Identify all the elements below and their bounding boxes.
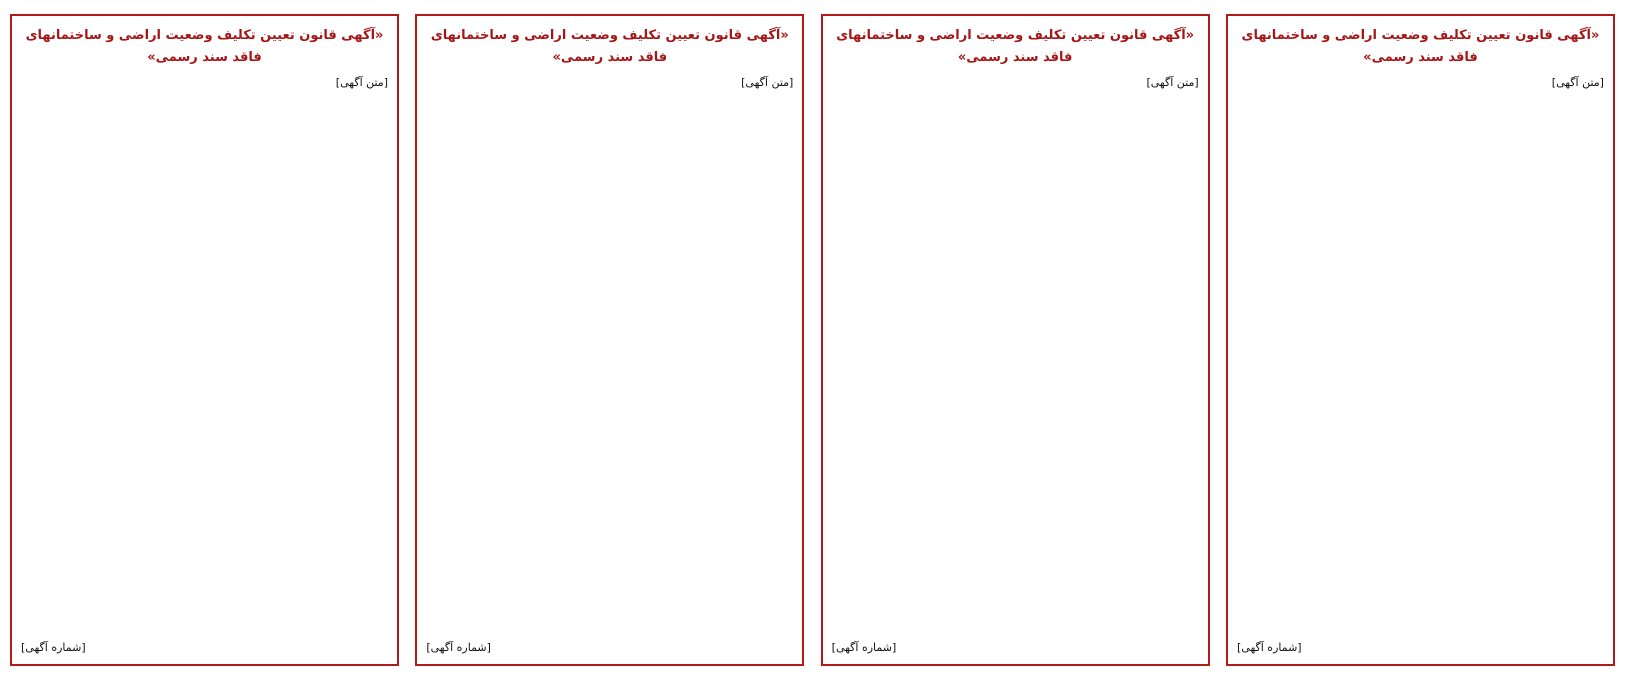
notice-box-3 bbox=[415, 14, 804, 666]
notice-body: [متن آگهی] bbox=[335, 76, 388, 89]
notice-body: [متن آگهی] bbox=[1146, 76, 1199, 89]
notice-box-2 bbox=[821, 14, 1210, 666]
notice-title: «آگهی قانون تعیین تکلیف وضعیت اراضی و ساختمانهای فاقد سند رسمی» bbox=[1241, 28, 1600, 65]
notice-reference-number: [شماره آگهی] bbox=[426, 641, 491, 654]
notice-title: «آگهی قانون تعیین تکلیف وضعیت اراضی و ساختمانهای فاقد سند رسمی» bbox=[25, 28, 384, 65]
notice-box-1 bbox=[1226, 14, 1615, 666]
notice-reference-number: [شماره آگهی] bbox=[21, 641, 86, 654]
notice-body: [متن آگهی] bbox=[741, 76, 794, 89]
notice-title: «آگهی قانون تعیین تکلیف وضعیت اراضی و ساختمانهای فاقد سند رسمی» bbox=[430, 28, 789, 65]
notice-reference-number: [شماره آگهی] bbox=[831, 641, 897, 654]
notice-reference-number: [شماره آگهی] bbox=[1236, 641, 1302, 654]
notices-row bbox=[10, 14, 1615, 666]
notice-box-4 bbox=[10, 14, 399, 666]
notice-title: «آگهی قانون تعیین تکلیف وضعیت اراضی و ساختمانهای فاقد سند رسمی» bbox=[836, 28, 1195, 65]
notice-body: [متن آگهی] bbox=[1551, 76, 1604, 89]
